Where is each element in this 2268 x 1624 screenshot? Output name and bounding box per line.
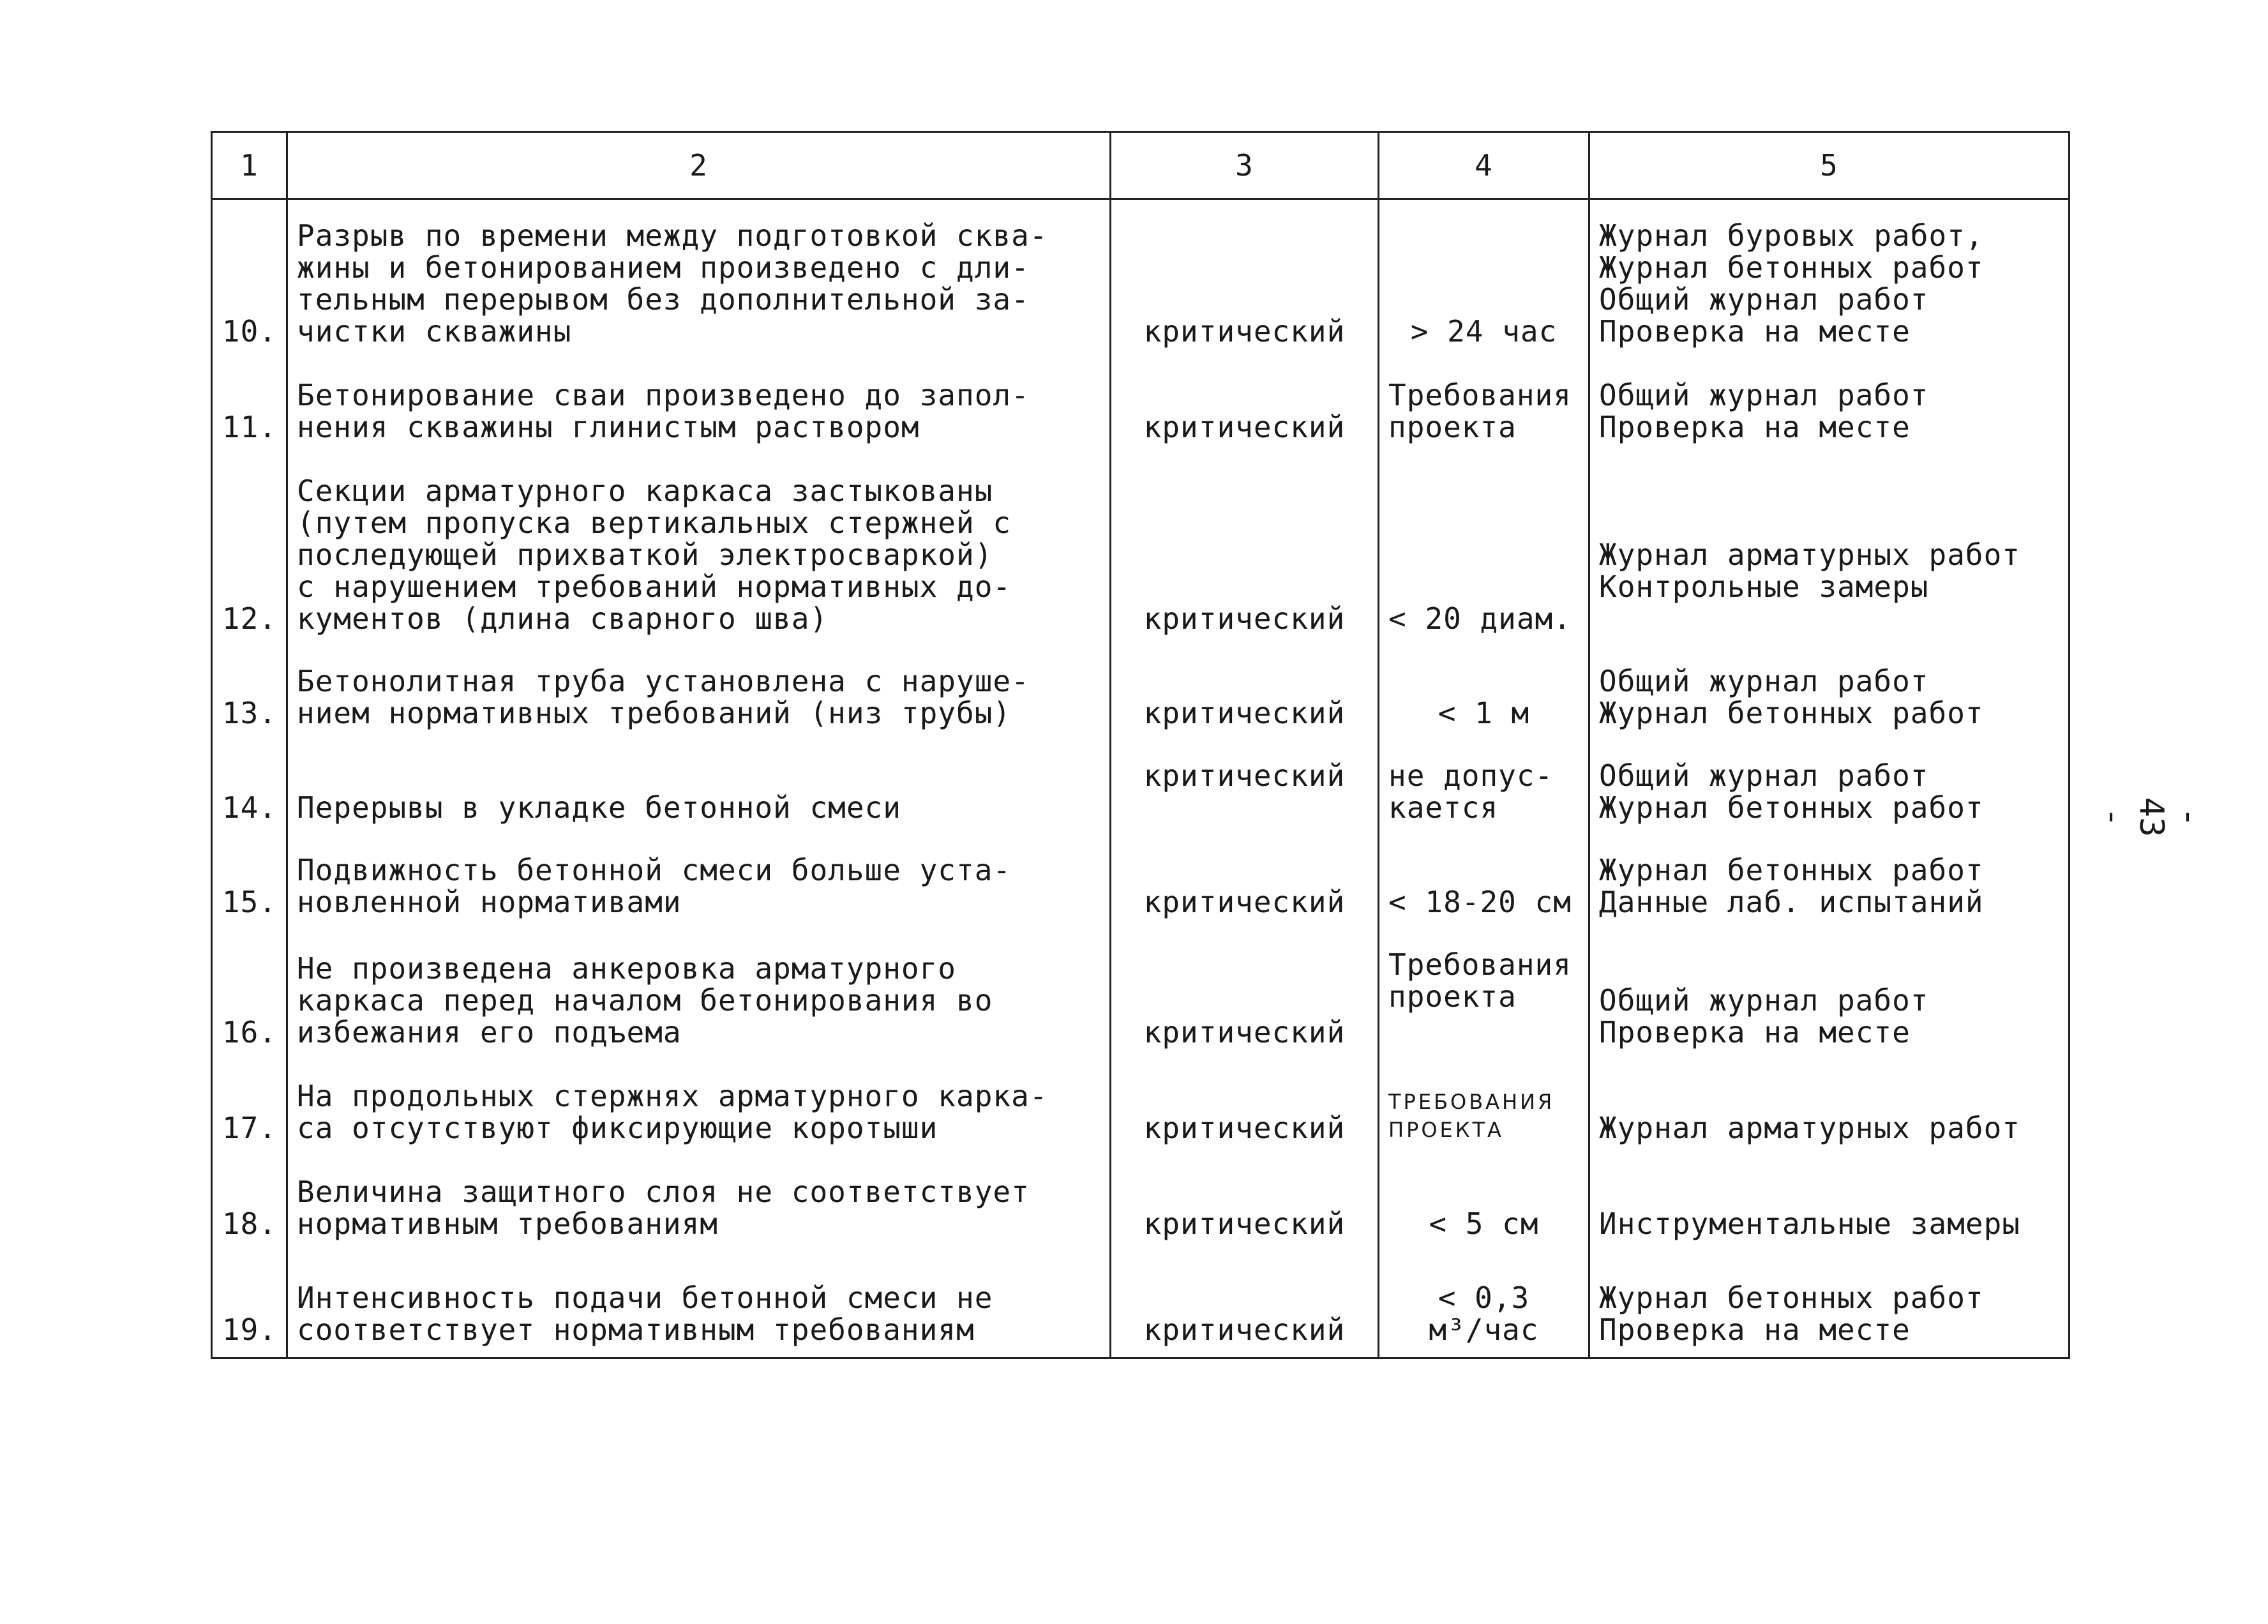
row-number: 16.: [212, 941, 287, 1071]
header-col-4: 4: [1379, 132, 1589, 199]
row-control: Общий журнал работ Журнал бетонных работ: [1589, 658, 2069, 752]
row-severity: критический: [1111, 752, 1379, 846]
row-description: На продольных стержнях арматурного карка- са отсутствуют фиксирующие коротыши: [287, 1071, 1111, 1167]
table-body: [212, 199, 2069, 1358]
row-number: 13.: [212, 658, 287, 752]
row-description: Не произведена анкеровка арматурного каркаса перед началом бетонирования во избежания его подъема: [287, 941, 1111, 1071]
row-tolerance: ТРЕБОВАНИЯ ПРОЕКТА: [1379, 1071, 1589, 1167]
row-control: Журнал арматурных работ Контрольные замеры: [1589, 466, 2069, 658]
row-control: Общий журнал работ Проверка на месте: [1589, 370, 2069, 466]
row-control: Журнал буровых работ, Журнал бетонных работ Общий журнал работ Проверка на месте: [1589, 199, 2069, 370]
row-severity: критический: [1111, 658, 1379, 752]
defects-table: [211, 131, 2070, 1359]
row-severity: критический: [1111, 466, 1379, 658]
row-tolerance: < 1 м: [1379, 658, 1589, 752]
table-row: [212, 1167, 2069, 1263]
row-description: Подвижность бетонной смеси больше уста- новленной нормативами: [287, 846, 1111, 941]
row-severity: критический: [1111, 1263, 1379, 1358]
row-description: Интенсивность подачи бетонной смеси не соответствует нормативным требованиям: [287, 1263, 1111, 1358]
row-number: 17.: [212, 1071, 287, 1167]
page-number: - 43 -: [2094, 797, 2209, 838]
row-control: Общий журнал работ Проверка на месте: [1589, 941, 2069, 1071]
row-description: Бетонирование сваи произведено до запол- нения скважины глинистым раствором: [287, 370, 1111, 466]
row-severity: критический: [1111, 1071, 1379, 1167]
row-tolerance: < 20 диам.: [1379, 466, 1589, 658]
table-row: [212, 1263, 2069, 1358]
row-control: Журнал бетонных работ Проверка на месте: [1589, 1263, 2069, 1358]
row-number: 18.: [212, 1167, 287, 1263]
row-number: 12.: [212, 466, 287, 658]
header-col-3: 3: [1111, 132, 1379, 199]
header-col-2: 2: [287, 132, 1111, 199]
row-number: 11.: [212, 370, 287, 466]
row-severity: критический: [1111, 1167, 1379, 1263]
row-tolerance: > 24 час: [1379, 199, 1589, 370]
table-row: [212, 752, 2069, 846]
row-control: Общий журнал работ Журнал бетонных работ: [1589, 752, 2069, 846]
row-control: Инструментальные замеры: [1589, 1167, 2069, 1263]
row-description: Бетонолитная труба установлена с наруше- нием нормативных требований (низ трубы): [287, 658, 1111, 752]
table-header: [212, 132, 2069, 199]
row-severity: критический: [1111, 846, 1379, 941]
row-severity: критический: [1111, 370, 1379, 466]
row-severity: критический: [1111, 199, 1379, 370]
table-row: [212, 846, 2069, 941]
row-control: Журнал арматурных работ: [1589, 1071, 2069, 1167]
row-number: 19.: [212, 1263, 287, 1358]
row-control: Журнал бетонных работ Данные лаб. испытаний: [1589, 846, 2069, 941]
row-number: 15.: [212, 846, 287, 941]
row-tolerance: не допус- кается: [1379, 752, 1589, 846]
table-row: [212, 658, 2069, 752]
row-description: Величина защитного слоя не соответствует нормативным требованиям: [287, 1167, 1111, 1263]
row-tolerance: Требования проекта: [1379, 941, 1589, 1071]
table-row: [212, 941, 2069, 1071]
row-description: Разрыв по времени между подготовкой сква- жины и бетонированием произведено с дли- тельным перерывом без дополнительной за- чистки скважины: [287, 199, 1111, 370]
row-tolerance: < 5 см: [1379, 1167, 1589, 1263]
table-row: [212, 466, 2069, 658]
row-tolerance: Требования проекта: [1379, 370, 1589, 466]
row-description: Перерывы в укладке бетонной смеси: [287, 752, 1111, 846]
header-col-1: 1: [212, 132, 287, 199]
header-row: [212, 132, 2069, 199]
row-severity: критический: [1111, 941, 1379, 1071]
table-row: [212, 199, 2069, 370]
row-number: 10.: [212, 199, 287, 370]
header-col-5: 5: [1589, 132, 2069, 199]
row-description: Секции арматурного каркаса застыкованы (путем пропуска вертикальных стержней с последующей прихваткой электросваркой) с нарушением требований нормативных до- кументов (длина сварного шва): [287, 466, 1111, 658]
table-row: [212, 370, 2069, 466]
row-tolerance: < 18-20 см: [1379, 846, 1589, 941]
table-row: [212, 1071, 2069, 1167]
row-tolerance: < 0,3 м³/час: [1379, 1263, 1589, 1358]
row-number: 14.: [212, 752, 287, 846]
